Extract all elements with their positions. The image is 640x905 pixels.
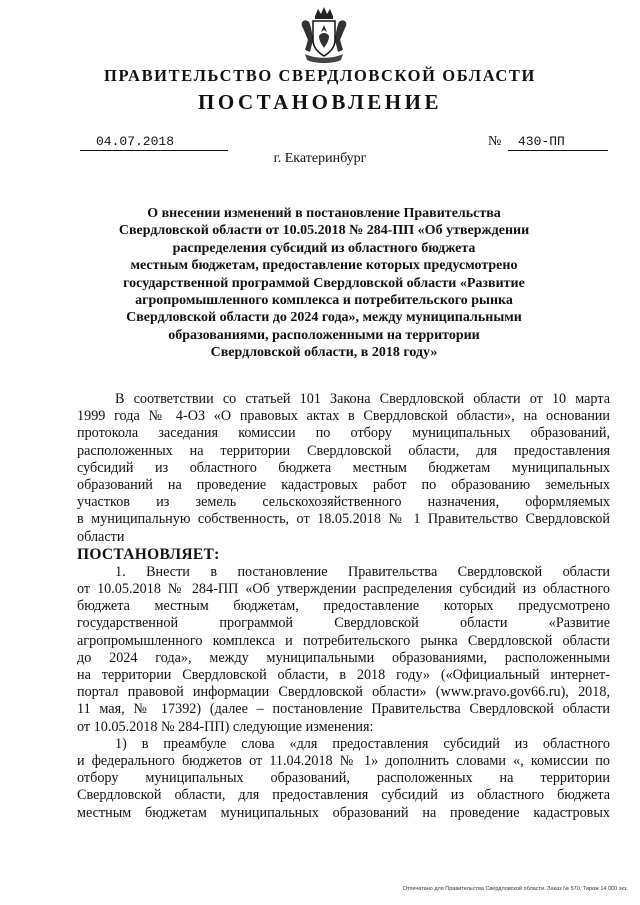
- preamble-line: области: [77, 528, 125, 545]
- title-line: образованиями, расположенными на территории: [168, 327, 480, 343]
- document-title: [96, 205, 552, 362]
- title-line: местным бюджетам, предоставление которых предусмотрено: [130, 258, 518, 274]
- preamble-line: субсидий из областного бюджета местным бюджетам муниципальных: [77, 459, 610, 476]
- title-line: Свердловской области до 2024 года», между муниципальными: [126, 310, 522, 326]
- print-footer: Отпечатано для Правительства Свердловской области. Заказ № 570. Тираж 14 000 экз.: [402, 886, 628, 892]
- preamble-line: протокола заседания комиссии по отбору муниципальных образований,: [77, 425, 610, 442]
- sverdlovsk-coat-of-arms-icon: [297, 6, 351, 64]
- document-type: ПОСТАНОВЛЕНИЕ: [198, 90, 442, 114]
- subitem-line: 1) в преамбуле слова «для предоставления субсидий из областного: [115, 735, 610, 752]
- item1-line: портал правовой информации Свердловской области» (www.pravo.gov66.ru), 2018,: [77, 684, 610, 701]
- government-name: ПРАВИТЕЛЬСТВО СВЕРДЛОВСКОЙ ОБЛАСТИ: [104, 66, 536, 85]
- title-line: агропромышленного комплекса и потребительского рынка: [135, 293, 513, 309]
- item1-line: от 10.05.2018 № 284-ПП «Об утверждении распределения субсидий из областного: [77, 581, 610, 598]
- item1-line: до 2024 года», между муниципальными образованиями, расположенными: [77, 649, 610, 666]
- subitem-line: отбору муниципальных образований, расположенных на территории: [77, 770, 610, 787]
- title-line: Свердловской области от 10.05.2018 № 284-ПП «Об утверждении: [118, 223, 530, 239]
- document-city: г. Екатеринбург: [273, 151, 367, 166]
- title-line: О внесении изменений в постановление Правительства: [147, 206, 501, 221]
- preamble-line: участков из земель сельскохозяйственного назначения, оформляемых: [77, 494, 610, 511]
- number-sign: №: [488, 134, 502, 149]
- item1-line: от 10.05.2018 № 284-ПП) следующие изменения:: [77, 718, 374, 735]
- resolves-heading: ПОСТАНОВЛЯЕТ:: [77, 545, 220, 563]
- item1-line: 11 мая, № 17392) (далее – постановление Правительства Свердловской области: [77, 701, 610, 718]
- preamble-line: в муниципальную собственность, от 18.05.2018 № 1 Правительство Свердловской: [77, 511, 610, 528]
- preamble-line: образований на проведение кадастровых работ по образованию земельных: [77, 477, 610, 494]
- title-line: государственной программой Свердловской области «Развитие: [123, 275, 525, 291]
- preamble-line: В соответствии со статьей 101 Закона Свердловской области от 10 марта: [115, 391, 610, 407]
- document-body: [77, 391, 610, 822]
- title-line: распределения субсидий из областного бюджета: [172, 240, 476, 256]
- item1-line: 1. Внести в постановление Правительства Свердловской области: [115, 563, 610, 580]
- item1-line: бюджета местным бюджетам, предоставление которых предусмотрено: [77, 598, 610, 615]
- item1-line: государственной программой Свердловской области «Развитие: [77, 615, 610, 632]
- preamble-line: расположенных на территории Свердловской области, для предоставления: [77, 442, 610, 459]
- subitem-line: и федерального бюджетов от 11.04.2018 № 1» дополнить словами «, комиссии по: [77, 753, 610, 770]
- subitem-line: местным бюджетам муниципальных образований на проведение кадастровых: [77, 804, 610, 821]
- preamble-line: 1999 года № 4-ОЗ «О правовых актах в Свердловской области», на основании: [77, 408, 610, 425]
- item1-line: на территории Свердловской области, в 2018 году» («Официальный интернет-: [77, 667, 610, 684]
- title-line: Свердловской области, в 2018 году»: [210, 345, 438, 361]
- subitem-line: Свердловской области, для предоставления субсидий из областного бюджета: [77, 787, 610, 804]
- document-date: 04.07.2018: [80, 134, 228, 151]
- document-number: 430-ПП: [508, 134, 608, 151]
- item1-line: агропромышленного комплекса и потребительского рынка Свердловской области: [77, 632, 610, 649]
